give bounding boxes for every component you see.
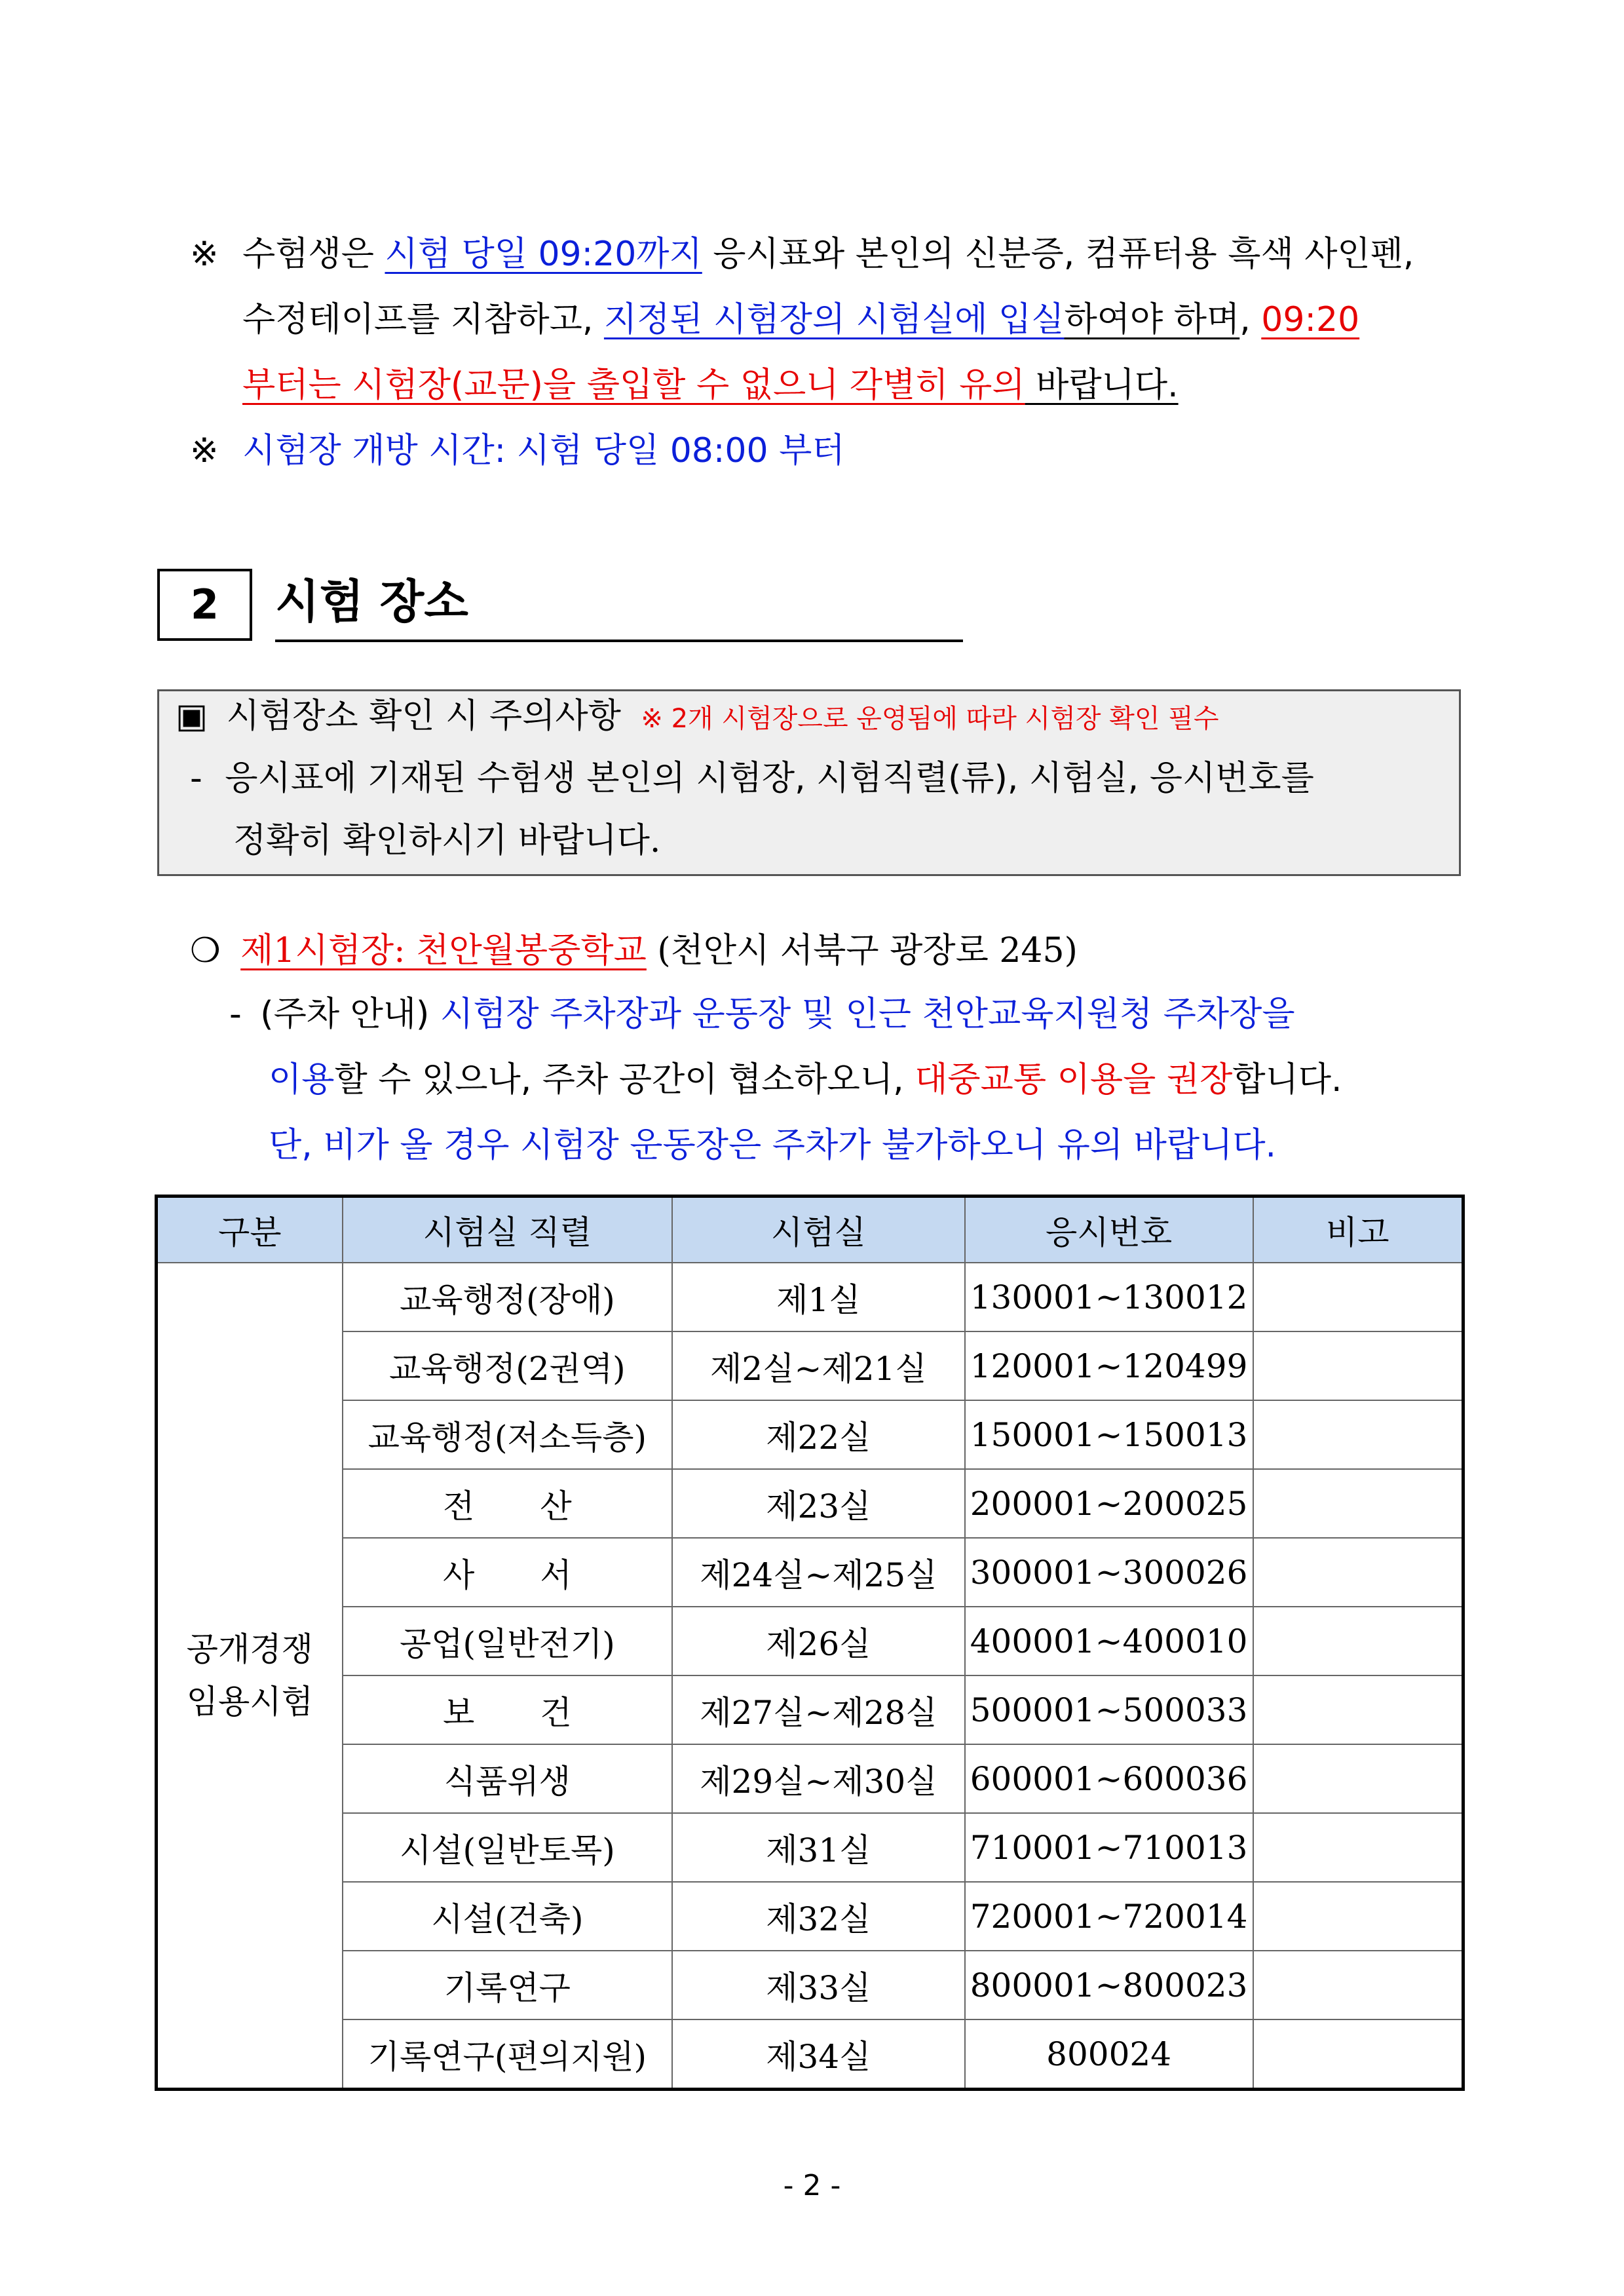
table-row: 전 산 제23실 200001~200025 [157,1469,1463,1538]
table-row: 시설(건축) 제32실 720001~720014 [157,1882,1463,1951]
table-row: 보 건 제27실~제28실 500001~500033 [157,1675,1463,1744]
exam-room-table [155,1195,1465,2091]
table-row: 시설(일반토목) 제31실 710001~710013 [157,1813,1463,1882]
venue-line [190,927,1078,974]
header-series: 시험실 직렬 [343,1196,673,1263]
table-row: 교육행정(저소득층) 제22실 150001~150013 [157,1400,1463,1469]
header-note: 비고 [1253,1196,1463,1263]
notice-2 [190,427,845,474]
section-title: 시험 장소 [275,569,963,642]
caution-note: ※ 2개 시험장으로 운영됨에 따라 시험장 확인 필수 [641,704,1219,734]
header-number: 응시번호 [965,1196,1253,1263]
exam-deadline: 시험 당일 09:20까지 [385,235,702,274]
venue-address: (천안시 서북구 광장로 245) [646,931,1078,970]
header-room: 시험실 [672,1196,964,1263]
table-header-row [157,1196,1463,1263]
caution-line-2: 정확히 확인하시기 바랍니다. [233,821,661,860]
table-row: 식품위생 제29실~제30실 600001~600036 [157,1744,1463,1813]
gate-warning: 부터는 시험장(교문)을 출입할 수 없으니 각별히 유의 [242,366,1025,405]
page-number: - 2 - [783,2169,841,2202]
header-category: 구분 [157,1196,343,1263]
table-row: 공업(일반전기) 제26실 400001~400010 [157,1607,1463,1675]
table-row: 공개경쟁 임용시험 교육행정(장애) 제1실 130001~130012 [157,1263,1463,1331]
opening-time: 시험장 개방 시간: 시험 당일 08:00 부터 [242,431,845,470]
rain-notice: 단, 비가 올 경우 시험장 운동장은 주차가 불가하오니 유의 바랍니다. [269,1126,1277,1165]
table-row: 교육행정(2권역) 제2실~제21실 120001~120499 [157,1331,1463,1400]
parking-line-1: - (주차 안내) 시험장 주차장과 운동장 및 인근 천안교육지원청 주차장을 [229,995,1295,1034]
reference-mark: ※ [190,431,219,470]
section-number: 2 [157,569,252,641]
parking-line-2: 이용할 수 있으나, 주차 공간이 협소하오니, 대중교통 이용을 권장합니다. [269,1060,1342,1100]
assigned-room-note: 지정된 시험장의 시험실에 입실 [603,300,1065,339]
caution-heading-line [176,693,1218,742]
parking-line-3 [269,1122,1276,1169]
venue-name: 제1시험장: 천안월봉중학교 [240,931,647,970]
table-row: 기록연구 제33실 800001~800023 [157,1951,1463,2019]
category-cell: 공개경쟁 임용시험 [157,1263,343,2090]
deadline-time: 09:20 [1261,300,1360,339]
table-row: 사 서 제24실~제25실 300001~300026 [157,1538,1463,1607]
reference-mark: ※ [190,235,219,274]
circle-bullet-icon: ❍ [190,931,221,970]
public-transport-note: 대중교통 이용을 권장 [915,1060,1233,1100]
square-bullet-icon: ▣ [176,697,208,736]
caution-line-1: - 응시표에 기재된 수험생 본인의 시험장, 시험직렬(류), 시험실, 응시번호를 [190,759,1314,798]
notice-1-line-1: ※ 수험생은 시험 당일 09:20까지 응시표와 본인의 신분증, 컴퓨터용 흑색 사인펜, [190,231,1414,278]
notice-1-line-2: 수정테이프를 지참하고, 지정된 시험장의 시험실에 입실하여야 하며, 09:20 [242,300,1360,339]
notice-1-line-3: 부터는 시험장(교문)을 출입할 수 없으니 각별히 유의 바랍니다. [242,366,1179,405]
caution-heading: 시험장소 확인 시 주의사항 [226,697,621,736]
table-row: 기록연구(편의지원) 제34실 800024 [157,2019,1463,2090]
